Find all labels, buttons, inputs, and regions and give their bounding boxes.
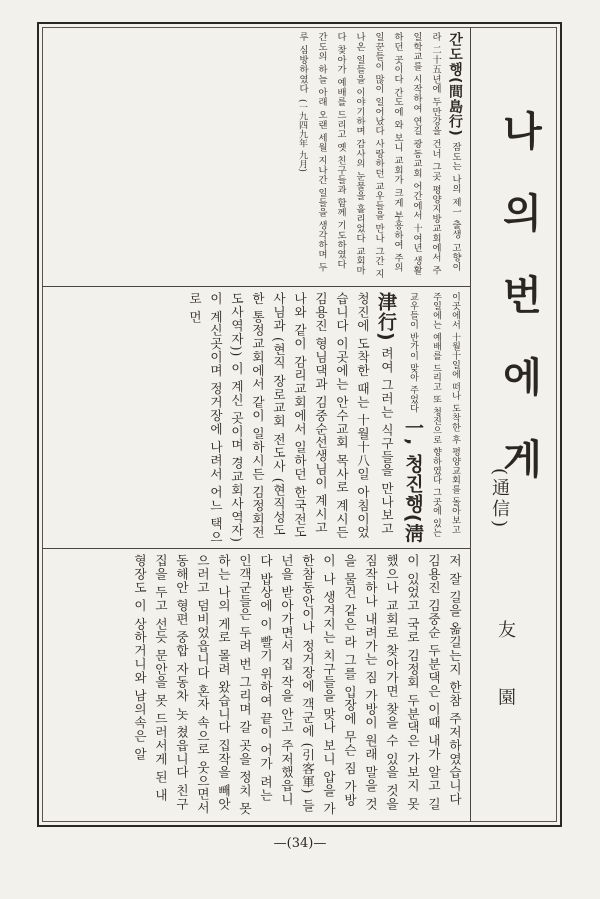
- section-cheongjin: [48, 292, 465, 544]
- section-divider: [42, 286, 470, 287]
- section-divider: [42, 548, 470, 549]
- section-body-small: 이곳에서 十월十일에 떠나 도착한 후 평양교회를 돌아보고 주일에는 예배를 드리고 또 청진으로 향하였다 그곳에 있는 교우들이 반가이 맞아 주었다: [408, 292, 460, 538]
- section-body: 려여 그러는 식구들을 만나보고 청진에 도착한 때는 十월十八일 아침이었습니다 이곳에는 안수교회 목사로 계시든 김용진 형님댁과 김중순선생님이 계시고 나와 같이 감리교회에서 일하던 한국전도사님과 (현직 장로교회 전도사 (현직성도한 통정교회에서 같이 일하시든 김정회전도사역자)) 이 계신 곳이며 경교회사역자) 이 계신곳이며 정거장에 나려서 어느 택으로 먼: [187, 292, 394, 544]
- section-heading: 一, 청진행(淸津行): [375, 292, 424, 544]
- page-subtitle: (通信): [489, 468, 510, 531]
- author-name: 友 園: [495, 620, 516, 728]
- section-body: 잠도는 나의 제一 출생 고향이라 二十五년에 두만강을 건너 그곳 평양지방교회에서 주일학교를 시작하여 연길 광동교회 어간에서 十여년 생활하던 곳이다 간도에 와 보니 교회가 크게 부흥하여 주의 일꾼들이 많이 일어났다 사랑하던 교우들을 만나 그간 지나온 일들을 이야기하며 감사의 눈물을 흘리었다 교회마다 찾아가 예배를 드리고 옛 친구들과 함께 기도하였다 간도의 하늘 아래 오랜 세월 지나간 일들을 생각하며 두루 심방하였다: [297, 32, 461, 279]
- section-heading: 간도행(間島行): [447, 32, 463, 137]
- page-title: 나 의 번 에 게: [496, 110, 542, 492]
- date-note: (一九四九年 九月): [297, 98, 307, 172]
- section-continued: [48, 554, 465, 816]
- section-body: 저 잘 길을 옮길는지 한참 주저하였습니다 김용진 김중순 두분댁은 이때 내가 알고 길이 있었고 국로 김정회 두분댁은 가보지 못했으나 교회로 찾아가면 찾을 수 있을 것을 짐작하나 내려가는 짐 가방이 원래 말을 것을 물건 같은 라 그를 입장에 무슨 짐 가방이 나 생겨지는 치구들을 맞나 보니 압을 가 한참동안이나 정거장에 객군에 (引客軍) 들 넌을 받아가면서 집 작을 안고 주저했읍니다 밥상에 이 빨기 위하여 끝이 어가 려는 인객군들은 두려 번 그리며 갈 곳을 정치 못하는 나의 게로 몰려 왔습니다 집작을 빼앗으러고 덤비었읍니다 혼자 속으로 웃으면서 동해안 형편 중합 자동차 놋 쳤읍니다 친구집을 두고 선듯 문안을 못 드러서게 된 내 형장도 이 상하거니와 남의속은 알: [132, 554, 462, 816]
- section-gando: [48, 32, 465, 280]
- page-number: —(34)—: [273, 836, 327, 851]
